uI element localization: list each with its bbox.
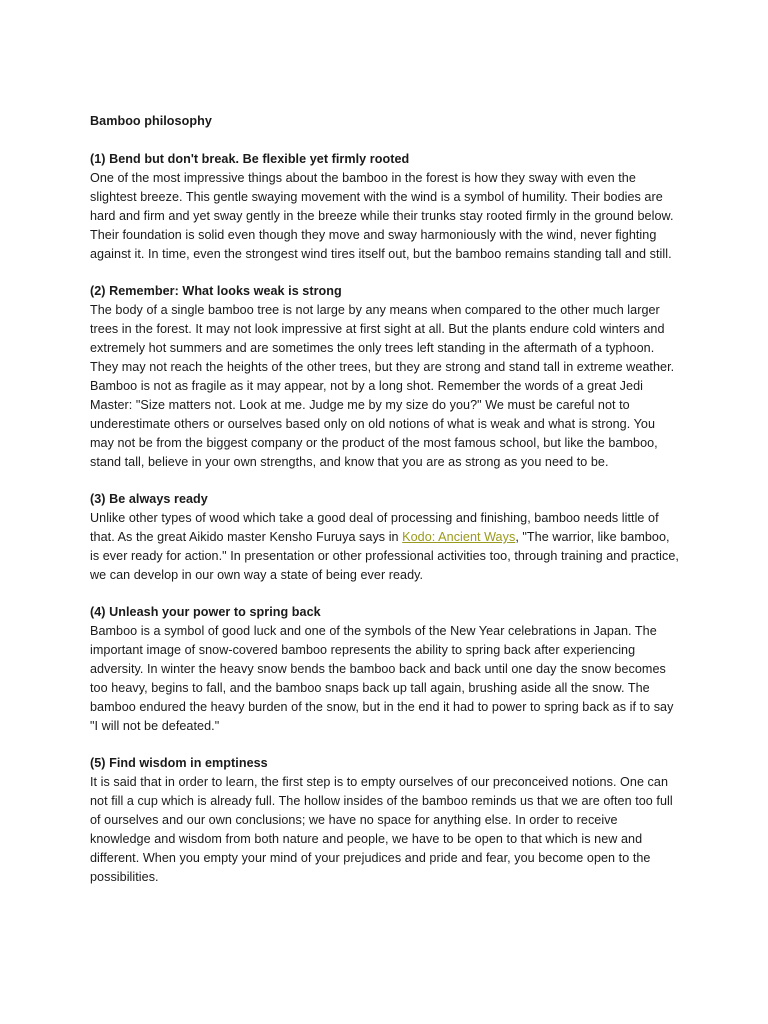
kodo-ancient-ways-link[interactable]: Kodo: Ancient Ways xyxy=(402,530,516,544)
section-heading: (1) Bend but don't break. Be flexible yet firmly rooted xyxy=(90,152,410,166)
section-heading: (2) Remember: What looks weak is strong xyxy=(90,284,342,298)
section-heading: (5) Find wisdom in emptiness xyxy=(90,756,268,770)
section-wisdom-emptiness xyxy=(90,754,680,887)
document-title: Bamboo philosophy xyxy=(90,114,212,128)
section-body-text: , "The warrior, like bamboo, is ever ready for action." In presentation or other professional activities too, through training and practice, we can develop in our own way a state of being ever ready. xyxy=(90,530,679,582)
section-weak-is-strong xyxy=(90,282,680,472)
section-body: Bamboo is a symbol of good luck and one of the symbols of the New Year celebrations in Japan. The important image of snow-covered bamboo represents the ability to spring back after experiencing adversity. In winter the heavy snow bends the bamboo back and back until one day the snow becomes too heavy, begins to fall, and the bamboo snaps back up tall again, brushing aside all the snow. The bamboo endured the heavy burden of the snow, but in the end it had to power to spring back as if to say "I will not be defeated." xyxy=(90,624,674,733)
section-body: The body of a single bamboo tree is not large by any means when compared to the other much larger trees in the forest. It may not look impressive at first sight at all. But the plants endure cold winters and extremely hot summers and are sometimes the only trees left standing in the aftermath of a typhoon. They may not reach the heights of the other trees, but they are strong and stand tall in extreme weather. Bamboo is not as fragile as it may appear, not by a long shot. Remember the words of a great Jedi Master: "Size matters not. Look at me. Judge me by my size do you?" We must be careful not to underestimate others or ourselves based only on old notions of what is weak and what is strong. You may not be from the biggest company or the product of the most famous school, but like the bamboo, stand tall, believe in your own strengths, and know that you are as strong as you need to be. xyxy=(90,303,675,469)
section-body: It is said that in order to learn, the first step is to empty ourselves of our preconceived notions. One can not fill a cup which is already full. The hollow insides of the bamboo reminds us that we are often too full of ourselves and our own conclusions; we have no space for anything else. In order to receive knowledge and wisdom from both nature and people, we have to be open to that which is new and different. When you empty your mind of your prejudices and pride and fear, you become open to the possibilities. xyxy=(90,775,673,884)
section-spring-back xyxy=(90,603,680,736)
document-page xyxy=(90,112,680,905)
section-body-text: Unlike other types of wood which take a good deal of processing and finishing, bamboo needs little of that. As the great Aikido master Kensho Furuya says in xyxy=(90,511,659,544)
section-body xyxy=(90,509,680,585)
section-heading: (3) Be always ready xyxy=(90,492,208,506)
section-bend xyxy=(90,150,680,264)
section-always-ready xyxy=(90,490,680,585)
section-heading: (4) Unleash your power to spring back xyxy=(90,605,321,619)
section-body: One of the most impressive things about the bamboo in the forest is how they sway with even the slightest breeze. This gentle swaying movement with the wind is a symbol of humility. Their bodies are hard and firm and yet sway gently in the breeze while their trunks stay rooted firmly in the ground below. Their foundation is solid even though they move and sway harmoniously with the wind, never fighting against it. In time, even the strongest wind tires itself out, but the bamboo remains standing tall and still. xyxy=(90,171,674,261)
